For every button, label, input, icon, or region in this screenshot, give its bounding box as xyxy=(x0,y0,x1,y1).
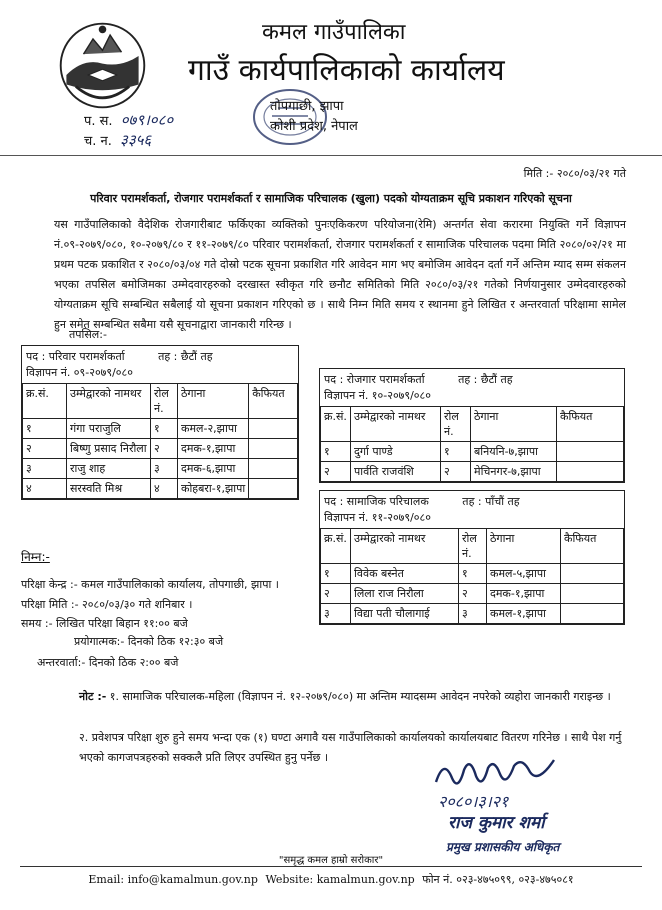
note-2: २. प्रवेशपत्र परिक्षा शुरु हुने समय भन्दा एक (१) घण्टा अगावै यस गाउँपालिकाको कार्यालयको कार्यालयबाट वितरण गरिनेछ । साथै पेश गर्नु भएको कागजपत्रहरुको सक्कलै प्रति लिएर उपस्थित हुनु पर्नेछ । xyxy=(79,731,622,764)
footer-motto: "समृद्ध कमल हाम्रो सरोकार" xyxy=(278,855,384,866)
candidate-table xyxy=(22,383,298,499)
notice-body: यस गाउँपालिकाको वैदेशिक रोजगारीबाट फर्किएका व्यक्तिको पुनःएकिकरण परियोजना(रेमि) अन्तर्गत सेवा करारमा नियुक्ति गर्ने विज्ञापन नं.०९-२०७९/०८०, १०-२०७९/८० र ११-२०७९/८० परिवार परामर्शकर्ता, रोजगार परामर्शकर्ता र सामाजिक परिचालक पदमा मिति २०८०/०२/२१ मा प्रथम पटक प्रकाशित र २०८०/०३/०४ गते दोस्रो पटक सूचना प्रकाशित गरि आवेदन माग भए बमोजिम आवेदन दर्ता गर्ने अन्तिम म्याद सम्म संकलन भएका तपसिल बमोजिमका उम्मेदवारहरुको दरखास्त स्वीकृत गरि छनौट समितिको मिति २०८०/०३/२१ गतेको निर्णयानुसार उम्मेदवारहरुको योग्यताक्रम सूचि सम्बन्धित सबैलाई यो सूचना प्रकाशन गरिएको छ । साथै निम्न मिति समय र स्थानमा हुने लिखित र अन्तरवार्ता परिक्षामा सामेल हुन समेत सम्बन्धित सबैमा यसै सूचनाद्वारा जानकारी गरिन्छ । xyxy=(54,218,626,331)
nimna-heading: निम्न:- xyxy=(21,550,50,564)
cell-remarks xyxy=(557,462,624,482)
post-name: पद : सामाजिक परिचालक xyxy=(324,495,429,508)
cell-address: दमक-१,झापा xyxy=(178,439,249,459)
cell-name: बिष्णु प्रसाद निरौला xyxy=(67,439,151,459)
footer-contact xyxy=(0,872,662,887)
cell-remarks xyxy=(249,459,298,479)
note-1-text: १. सामाजिक परिचालक-महिला (विज्ञापन नं. १२-२०७९/०८०) मा अन्तिम म्यादसम्म आवेदन नपरेको व्यहोरा जानकारी गराइन्छ । xyxy=(109,690,611,703)
col-sn: क्र.सं. xyxy=(321,407,351,442)
col-roll: रोल नं. xyxy=(441,407,471,442)
cell-remarks xyxy=(249,419,298,439)
cell-name: विवेक बस्नेत xyxy=(351,564,459,584)
col-remarks: कैफियत xyxy=(557,407,624,442)
cell-name: दुर्गा पाण्डे xyxy=(351,442,441,462)
ad-number: विज्ञापन नं. १०-२०७९/०८० xyxy=(324,389,431,402)
ad-number: विज्ञापन नं. ०९-२०७९/०८० xyxy=(26,366,133,379)
time-practical: प्रयोगात्मक:- दिनको ठिक १२:३० बजे xyxy=(74,635,224,648)
candidate-table xyxy=(320,528,624,624)
cell-roll: १ xyxy=(151,419,178,439)
cell-address: कोहबरा-१,झापा xyxy=(178,479,249,499)
tapasil-heading: तपसिल:- xyxy=(69,328,107,341)
col-sn: क्र.सं. xyxy=(23,384,67,419)
col-roll: रोल नं. xyxy=(151,384,178,419)
footer-website: Website: kamalmun.gov.np xyxy=(265,873,415,886)
col-address: ठेगाना xyxy=(471,407,557,442)
cell-sn: १ xyxy=(321,442,351,462)
cell-address: कमल-१,झापा xyxy=(487,604,561,624)
table-header xyxy=(22,346,298,383)
candidate-table-employment-counselor xyxy=(319,368,625,483)
table-row xyxy=(321,604,624,624)
exam-date: परिक्षा मिति :- २०८०/०३/३० गते शनिबार । xyxy=(21,598,193,611)
post-level: तह : छैटौं तह xyxy=(158,350,213,363)
col-address: ठेगाना xyxy=(487,529,561,564)
cell-remarks xyxy=(557,442,624,462)
ps-value: ०७९।०८० xyxy=(120,111,174,129)
cell-roll: ३ xyxy=(459,604,487,624)
cell-roll: ३ xyxy=(151,459,178,479)
chalani-number xyxy=(84,130,151,150)
cell-address: मेचिनगर-७,झापा xyxy=(471,462,557,482)
note-1 xyxy=(79,687,627,707)
table-row xyxy=(23,439,298,459)
signer-title: प्रमुख प्रशासकीय अधिकृत xyxy=(446,840,560,854)
post-name: पद : रोजगार परामर्शकर्ता xyxy=(324,373,425,386)
address-district: तोपगाछी, झापा xyxy=(270,99,344,114)
table-header xyxy=(320,369,624,406)
cell-sn: २ xyxy=(23,439,67,459)
cell-name: विद्या पती चौलागाई xyxy=(351,604,459,624)
notice-title: परिवार परामर्शकर्ता, रोजगार परामर्शकर्ता र सामाजिक परिचालक (खुला) पदको योग्यताक्रम सूचि प्रकाशन गरिएको सूचना xyxy=(90,192,572,205)
cell-roll: १ xyxy=(441,442,471,462)
footer-email: Email: info@kamalmun.gov.np xyxy=(88,873,258,886)
table-row xyxy=(23,479,298,499)
post-level: तह : छैटौं तह xyxy=(458,373,513,386)
col-name: उम्मेद्वारको नामथर xyxy=(351,529,459,564)
table-row xyxy=(321,462,624,482)
cn-label: च. न. xyxy=(84,134,112,149)
cell-name: लिला राज निरौला xyxy=(351,584,459,604)
candidate-table-social-mobilizer xyxy=(319,490,625,625)
col-name: उम्मेद्वारको नामथर xyxy=(351,407,441,442)
cell-name: पार्वति राजवंशि xyxy=(351,462,441,482)
patra-sankhya xyxy=(84,110,173,130)
cell-sn: १ xyxy=(23,419,67,439)
note-label: नोट :- xyxy=(79,690,107,703)
office-name: गाउँ कार्यपालिकाको कार्यालय xyxy=(188,53,505,88)
cell-remarks xyxy=(561,564,624,584)
table-row xyxy=(321,564,624,584)
cell-address: बनियनि-७,झापा xyxy=(471,442,557,462)
cell-sn: ३ xyxy=(321,604,351,624)
cell-sn: २ xyxy=(321,584,351,604)
signature-scribble xyxy=(430,752,560,794)
cell-roll: ४ xyxy=(151,479,178,499)
cell-name: राजु शाह xyxy=(67,459,151,479)
cell-name: सरस्वति मिश्र xyxy=(67,479,151,499)
cell-roll: २ xyxy=(151,439,178,459)
col-name: उम्मेद्वारको नामथर xyxy=(67,384,151,419)
cell-address: दमक-१,झापा xyxy=(487,584,561,604)
time-interview: अन्तरवार्ता:- दिनको ठिक २:०० बजे xyxy=(37,656,179,669)
exam-center: परिक्षा केन्द्र :- कमल गाउँपालिकाको कार्यालय, तोपगाछी, झापा । xyxy=(21,578,279,591)
ps-label: प. स. xyxy=(84,114,113,129)
cell-sn: २ xyxy=(321,462,351,482)
col-sn: क्र.सं. xyxy=(321,529,351,564)
table-header-row xyxy=(321,529,624,564)
cell-sn: ३ xyxy=(23,459,67,479)
table-header-row xyxy=(23,384,298,419)
table-header xyxy=(320,491,624,528)
col-remarks: कैफियत xyxy=(249,384,298,419)
cell-roll: १ xyxy=(459,564,487,584)
footer-divider xyxy=(20,866,642,867)
table-row xyxy=(321,442,624,462)
nepal-emblem-logo xyxy=(55,18,150,113)
ad-number: विज्ञापन नं. ११-२०७९/०८० xyxy=(324,511,431,524)
cell-remarks xyxy=(249,439,298,459)
cell-remarks xyxy=(249,479,298,499)
post-level: तह : पाँचौं तह xyxy=(462,495,520,508)
table-header-row xyxy=(321,407,624,442)
col-address: ठेगाना xyxy=(178,384,249,419)
org-name: कमल गाउँपालिका xyxy=(262,20,406,45)
footer-phone: फोन नं. ०२३-४७५०९९, ०२३-४७५०८१ xyxy=(422,873,574,886)
cell-roll: २ xyxy=(459,584,487,604)
post-name: पद : परिवार परामर्शकर्ता xyxy=(26,350,125,363)
col-remarks: कैफियत xyxy=(561,529,624,564)
table-row xyxy=(23,419,298,439)
cell-address: कमल-५,झापा xyxy=(487,564,561,584)
candidate-table xyxy=(320,406,624,482)
cn-value: ३३५६ xyxy=(120,131,152,149)
table-row xyxy=(23,459,298,479)
cell-address: दमक-६,झापा xyxy=(178,459,249,479)
col-roll: रोल नं. xyxy=(459,529,487,564)
signer-name: राज कुमार शर्मा xyxy=(448,813,545,833)
cell-roll: २ xyxy=(441,462,471,482)
table-row xyxy=(321,584,624,604)
notice-date: मिति :- २०८०/०३/२१ गते xyxy=(523,167,626,180)
candidate-table-family-counselor xyxy=(21,345,299,500)
cell-address: कमल-२,झापा xyxy=(178,419,249,439)
cell-sn: १ xyxy=(321,564,351,584)
cell-name: गंगा पराजुलि xyxy=(67,419,151,439)
signature-date: २०८०।३।२१ xyxy=(438,792,509,811)
cell-sn: ४ xyxy=(23,479,67,499)
time-written: समय :- लिखित परिक्षा बिहान ११:०० बजे xyxy=(21,617,188,630)
header-divider xyxy=(0,155,662,156)
cell-remarks xyxy=(561,584,624,604)
cell-remarks xyxy=(561,604,624,624)
address-country: कोशी प्रदेश, नेपाल xyxy=(270,119,358,134)
